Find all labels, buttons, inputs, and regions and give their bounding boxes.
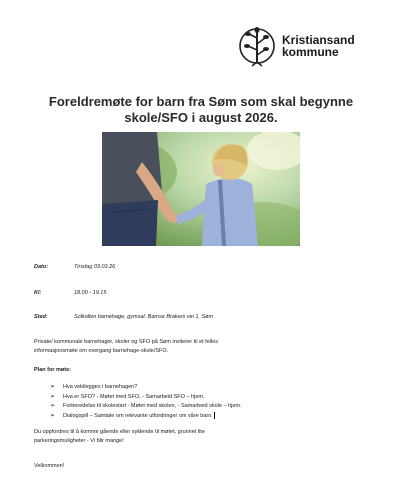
- list-item: [50, 393, 370, 403]
- closing-line-1: Du oppfordres til å komme gående eller syklende til møtet, grunnet lite: [34, 429, 205, 435]
- plan-item-text: Hva er SFO? - Møtet med SFO, - Samarbeid SFO – hjem.: [63, 393, 205, 400]
- photo-illustration: [102, 132, 300, 246]
- list-item: [50, 412, 370, 422]
- page-title: [30, 94, 372, 126]
- time-row: [34, 290, 106, 296]
- plan-heading: Plan for møte:: [34, 367, 71, 373]
- logo-wordmark: [282, 34, 355, 58]
- plan-item-text: Dialogspill – Samtale om relevante utfordringer om våre barn.: [63, 412, 213, 419]
- arrow-bullet-icon: ➢: [50, 403, 56, 410]
- list-item: [50, 402, 370, 412]
- list-item: [50, 383, 370, 393]
- tree-logo-icon: [238, 22, 276, 74]
- closing-line-2: parkeringsmuligheter - Vi blir mange!: [34, 437, 124, 444]
- place-label: Sted:: [34, 314, 48, 320]
- closing-paragraph: [34, 428, 364, 445]
- logo-line-2: kommune: [282, 45, 339, 59]
- arrow-bullet-icon: ➢: [50, 412, 56, 419]
- kristiansand-logo: [238, 22, 358, 74]
- time-label: Kl:: [34, 290, 42, 296]
- text-cursor: [214, 412, 215, 419]
- title-line-1: Foreldremøte for barn fra Søm som skal begynne: [48, 94, 354, 109]
- welcome-text: Velkommen!: [34, 463, 65, 469]
- intro-paragraph: [34, 338, 364, 355]
- place-row: [34, 314, 213, 320]
- arrow-bullet-icon: ➢: [50, 384, 56, 390]
- date-label: Dato:: [34, 264, 49, 270]
- date-value: Tirsdag 03.03.26: [74, 264, 116, 270]
- arrow-bullet-icon: ➢: [50, 393, 56, 400]
- logo-line-1: Kristiansand: [282, 33, 355, 47]
- plan-item-text: Forberedelse til skolestart - Møtet med skolen, - Samarbeid skole – hjem.: [63, 403, 242, 410]
- parent-child-photo: [102, 132, 300, 246]
- intro-line-1: Private/ kommunale barnehager, skoler og SFO på Søm inviterer til et felles: [34, 339, 219, 345]
- plan-list: [50, 383, 370, 421]
- time-value: 18.00 - 19.15: [74, 290, 107, 296]
- intro-line-2: informasjonsmøte om overgang barnehage-skole/SFO.: [34, 347, 169, 354]
- place-value: Solkollen barnehage, gymsal. Bamse Brakars vei 1, Søm: [74, 314, 214, 320]
- title-line-2: skole/SFO i august 2026.: [124, 110, 278, 125]
- date-row: [34, 264, 115, 270]
- plan-item-text: Hva vektlegges i barnehagen?: [63, 384, 138, 390]
